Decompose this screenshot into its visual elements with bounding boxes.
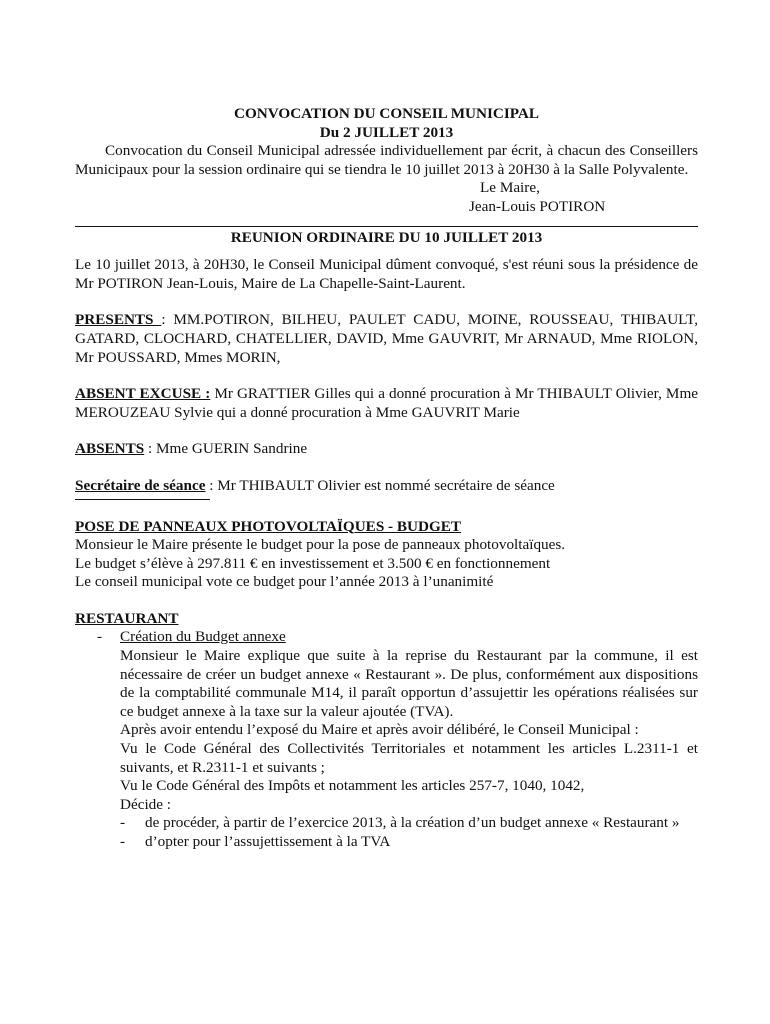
photovoltaique-line: Monsieur le Maire présente le budget pour la pose de panneaux photovoltaïques. xyxy=(75,536,566,554)
presents-paragraph xyxy=(75,311,698,367)
absents-paragraph xyxy=(75,440,698,459)
secretaire-text: : Mr THIBAULT Olivier est nommé secrétaire de séance xyxy=(205,476,555,494)
photovoltaique-heading: POSE DE PANNEAUX PHOTOVOLTAÏQUES - BUDGET xyxy=(75,517,462,535)
restaurant-para4: Vu le Code Général des Impôts et notamment les articles 257-7, 1040, 1042, xyxy=(120,777,585,795)
document-page xyxy=(75,105,698,852)
restaurant-para3: Vu le Code Général des Collectivités Territoriales et notamment les articles L.2311-1 et suivants, et R.2311-1 et suivants ; xyxy=(120,740,698,776)
decision-item xyxy=(75,814,698,833)
presents-label: PRESENTS xyxy=(75,311,162,329)
dash-bullet: - xyxy=(97,628,103,646)
convocation-intro: Convocation du Conseil Municipal adressée individuellement par écrit, à chacun des Conseillers Municipaux pour la session ordinaire qui se tiendra le 10 juillet 2013 à 20H30 à la Salle Polyvalente. xyxy=(75,142,698,178)
absents-text: : Mme GUERIN Sandrine xyxy=(144,440,308,458)
meeting-title: REUNION ORDINAIRE DU 10 JUILLET 2013 xyxy=(230,228,543,246)
absent-excuse-label: ABSENT EXCUSE : xyxy=(75,385,211,403)
decision-item xyxy=(75,833,698,852)
secretaire-label: Secrétaire de séance xyxy=(75,476,206,494)
absent-excuse-paragraph xyxy=(75,385,698,422)
dash-bullet: - xyxy=(120,814,126,832)
decision-item-text: d’opter pour l’assujettissement à la TVA xyxy=(145,833,391,850)
convocation-date: Du 2 JUILLET 2013 xyxy=(319,123,454,141)
restaurant-subheading: Création du Budget annexe xyxy=(120,628,286,646)
decision-item-text: de procéder, à partir de l’exercice 2013, à la création d’un budget annexe « Restaurant » xyxy=(145,814,680,832)
restaurant-heading: RESTAURANT xyxy=(75,609,179,627)
convocation-title: CONVOCATION DU CONSEIL MUNICIPAL xyxy=(233,105,539,122)
photovoltaique-line: Le conseil municipal vote ce budget pour l’année 2013 à l’unanimité xyxy=(75,573,494,591)
absent-excuse-text: Mr GRATTIER Gilles qui a donné procuration à Mr THIBAULT Olivier, Mme MEROUZEAU Sylvie qui a donné procuration à Mme GAUVRIT Marie xyxy=(75,385,698,421)
restaurant-para1: Monsieur le Maire explique que suite à la reprise du Restaurant par la commune, il est nécessaire de créer un budget annexe « Restaurant ». De plus, conformément aux dispositions de la comptabilité communale M14, il paraît opportun d’assujettir les opérations réalisées sur ce budget annexe à la taxe sur la valeur ajoutée (TVA). xyxy=(120,647,698,720)
signature-role: Le Maire, xyxy=(480,179,540,197)
restaurant-decide: Décide : xyxy=(120,795,172,813)
meeting-opening: Le 10 juillet 2013, à 20H30, le Conseil Municipal dûment convoqué, s'est réuni sous la présidence de Mr POTIRON Jean-Louis, Maire de La Chapelle-Saint-Laurent. xyxy=(75,256,698,292)
secretaire-paragraph xyxy=(75,477,698,496)
separator-line xyxy=(75,226,698,227)
photovoltaique-line: Le budget s’élève à 297.811 € en investissement et 3.500 € en fonctionnement xyxy=(75,554,551,572)
signature-name: Jean-Louis POTIRON xyxy=(469,197,606,215)
dash-bullet: - xyxy=(120,833,126,850)
presents-text: : MM.POTIRON, BILHEU, PAULET CADU, MOINE, ROUSSEAU, THIBAULT, GATARD, CLOCHARD, CHATELLIER, DAVID, Mme GAUVRIT, Mr ARNAUD, Mme RIOLON, Mr POUSSARD, Mmes MORIN, xyxy=(75,311,699,366)
absents-label: ABSENTS xyxy=(75,440,145,458)
restaurant-para2: Après avoir entendu l’exposé du Maire et après avoir délibéré, le Conseil Municipal : xyxy=(120,721,639,739)
restaurant-subheading-item xyxy=(75,628,698,647)
